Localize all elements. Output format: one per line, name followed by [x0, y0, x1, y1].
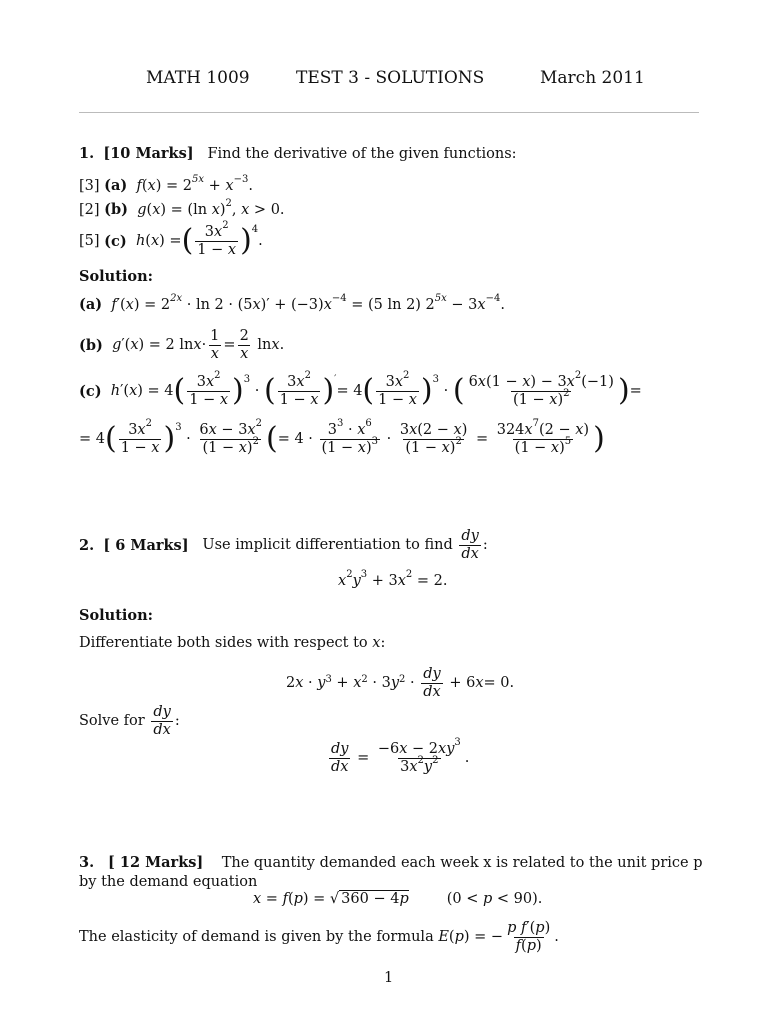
q1-sol-b: (b) g ′( x ) = 2 ln x · $\frac{1}{x}$ = $\frac{2}{x}$ ln x .	[79, 328, 285, 362]
q2-prompt: Use implicit differentiation to find	[202, 537, 453, 554]
q3-prompt: The quantity demanded each week x is related to the unit price p by the demand equation	[79, 855, 703, 890]
test-date: March 2011	[540, 68, 645, 88]
q2-step2: Solve for $\frac{dy}{dx}$ :	[79, 704, 180, 738]
q2-heading: 2. [ 6 Marks] Use implicit differentiation to find $\frac{dy}{dx}$ :	[79, 528, 488, 562]
q3-domain: (0 < p < 90).	[446, 890, 543, 907]
q1a-expr: $f(x) = 2^{5x} + x^{-3}$.	[136, 173, 253, 194]
q1-part-a	[79, 173, 253, 194]
q1-part-c	[79, 220, 263, 259]
q2-step2-label: Solve for	[79, 713, 145, 730]
q1-prompt: Find the derivative of the given functions:	[207, 145, 517, 162]
test-title: TEST 3 - SOLUTIONS	[296, 68, 485, 88]
q1b-expr: g(x) = (ln x)$^2$, x > 0.	[137, 197, 285, 218]
q1a-label: (a)	[104, 177, 128, 194]
q2-solution-label: Solution:	[79, 607, 153, 624]
q1a-weight: [3]	[79, 177, 100, 194]
q1-sol-a: (a) $f'(x) = 2^{2x} \cdot \ln 2 \cdot (5x)' + (-3)x^{-4} = (5$ ln 2) $2^{5x} - 3x^{-4}$.	[79, 292, 505, 313]
q1-part-b	[79, 197, 285, 218]
q2-equation: $x^2y^3 + 3x^2 = 2$.	[338, 569, 448, 589]
q2-marks: [ 6 Marks]	[103, 536, 189, 554]
q1b-weight: [2]	[79, 201, 100, 218]
q3-elasticity-text: The elasticity of demand is given by the formula	[79, 929, 434, 946]
q1-sol-c-line1: (c) h ′( x ) = 4 ( $\frac{3x^2}{1 - x}$ ) $^3$ · ( $\frac{3x^2}{1 - x}$ ) ′ = 4 ( $\frac{3x^2}{1 - x}$ ) $^3$ · ( $\frac{6x(1 - x) - 3x^2(-1)}{(1 - x)^2}$ ) =	[79, 370, 642, 409]
page-number: 1	[384, 970, 394, 986]
q2-number: 2.	[79, 536, 95, 554]
q1c-weight: [5]	[79, 233, 100, 250]
q3-elasticity: The elasticity of demand is given by the formula E ( p ) = − $\frac{\text{p f′(p)}}{f(p)}$ .	[79, 920, 559, 954]
q1-sol-c-line2: = 4 ( $\frac{3x^2}{1 - x}$ ) $^3$ · $\frac{6x - 3x^2}{(1 - x)^2}$ ( = 4 · $\frac{3^3 \cdot x^6}{(1 - x)^3}$ · $\frac{3x(2 - x)}{(1 - x)^2}$ = $\frac{324x^7(2 - x)}{(1 - x)^5}$ )	[79, 418, 605, 457]
q1-number: 1.	[79, 145, 95, 162]
q3-number: 3.	[79, 854, 95, 871]
q2-step1: Differentiate both sides with respect to x:	[79, 635, 386, 651]
q1b-label: (b)	[104, 201, 129, 218]
q3-equation: x = f ( p ) = √ 360 − 4p (0 < p < 90).	[253, 890, 543, 907]
course-title: MATH 1009	[146, 68, 250, 88]
q2-step1-eq: 2 x · y $^3$ + x $^2$ · 3 y $^2$ · $\frac{dy}{dx}$ + 6 x = 0.	[286, 666, 515, 700]
q3-heading	[79, 853, 704, 892]
header-divider	[79, 112, 699, 113]
q1-solution-label: Solution:	[79, 268, 153, 285]
q2-step2-eq: $\frac{dy}{dx}$ = $\frac{-6x - 2xy^3}{3x^2y^2}$ .	[331, 737, 470, 775]
q1-marks: [10 Marks]	[103, 145, 194, 162]
q1c-expr: h ( x ) = ( $\frac{3x^2}{1 - x}$ ) $^4$ .	[135, 220, 263, 259]
q1-heading	[79, 145, 517, 162]
q3-marks: [ 12 Marks]	[107, 854, 204, 871]
q1c-label: (c)	[104, 232, 127, 250]
